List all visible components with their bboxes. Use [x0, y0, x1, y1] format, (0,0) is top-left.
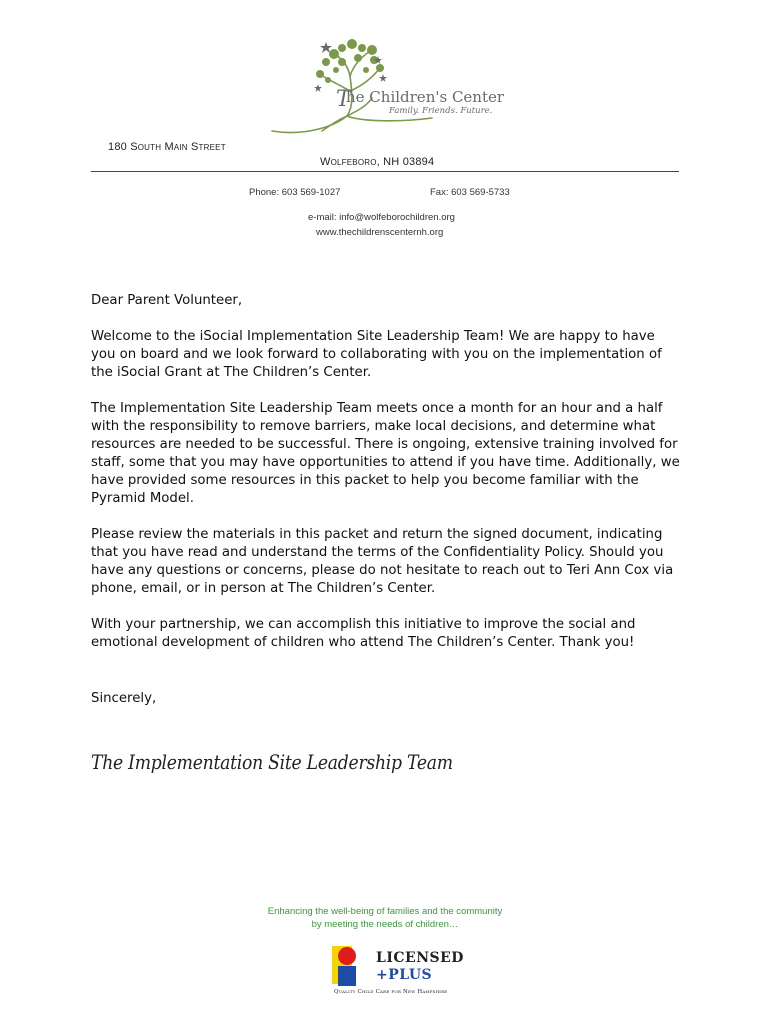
brand-tagline: Family. Friends. Future.	[389, 106, 493, 116]
footer-tagline-line: Enhancing the well-being of families and the community	[267, 906, 503, 917]
paragraph: The Implementation Site Leadership Team meets once a month for an hour and a half with the responsibility to remove barriers, make local decisions, and determine what resources are needed to be successful. There is ongoing, extensive training involved for staff, some that you may have opportunities to attend if you have time. Additionally, we have provided some resources in this packet to help you become familiar with the Pyramid Model.	[91, 401, 680, 506]
quality-label: Quality Child Care for New Hampshire	[334, 989, 448, 995]
paragraph: Welcome to the iSocial Implementation Site Leadership Team! We are happy to have you on board and we look forward to collaborating with you on the implementation of the iSocial Grant at The Children’s Center.	[91, 329, 662, 380]
signature: The Implementation Site Leadership Team	[91, 750, 453, 774]
plus-label: +PLUS	[376, 967, 433, 983]
letter-body	[91, 292, 681, 670]
brand-name: he Children's Center	[346, 88, 505, 106]
salutation: Dear Parent Volunteer,	[91, 293, 243, 308]
licensed-label: LICENSED	[376, 950, 464, 966]
header-divider	[91, 171, 679, 172]
paragraph: With your partnership, we can accomplish this initiative to improve the social and emotional development of children who attend The Children’s Center. Thank you!	[91, 617, 636, 650]
licensed-plus-logo-icon	[332, 946, 356, 986]
address-city: Wolfeboro, NH 03894	[320, 156, 435, 168]
fax-number: Fax: 603 569-5733	[430, 187, 510, 198]
closing: Sincerely,	[91, 691, 157, 706]
email-address: e-mail: info@wolfeborochildren.org	[308, 212, 455, 223]
address-street: 180 South Main Street	[108, 141, 226, 153]
svg-text:T: T	[336, 87, 351, 112]
footer-tagline-line: by meeting the needs of children…	[311, 919, 459, 930]
phone-number: Phone: 603 569-1027	[249, 187, 341, 198]
footer-tagline	[200, 905, 570, 931]
paragraph: Please review the materials in this packet and return the signed document, indicating that you have read and understand the terms of the Confidentiality Policy. Should you have any questions or concerns, please do not hesitate to reach out to Teri Ann Cox via phone, email, or in person at The Children’s Center.	[91, 527, 674, 596]
website-url: www.thechildrenscenternh.org	[316, 227, 444, 238]
